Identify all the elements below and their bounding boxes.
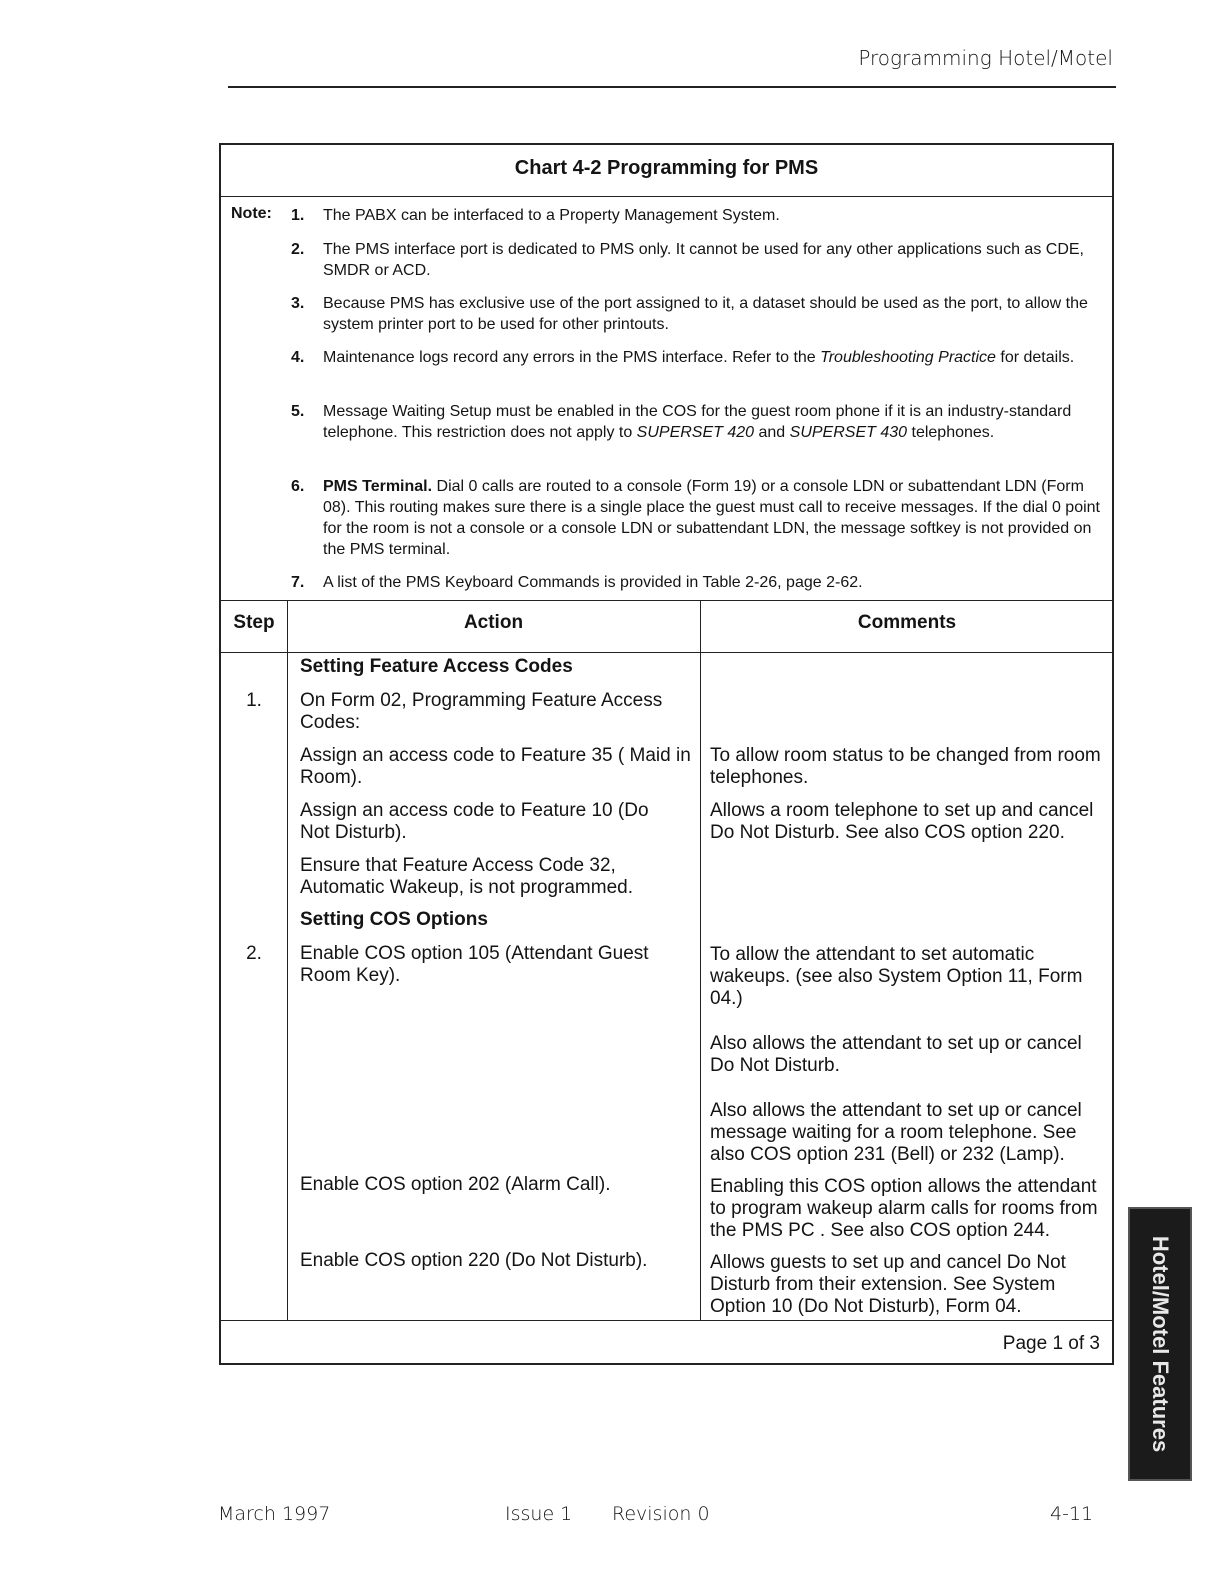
action-text: Assign an access code to Feature 10 (Do Not Disturb). xyxy=(300,800,649,843)
page-indicator: Page 1 of 3 xyxy=(1002,1333,1100,1354)
note-text: Maintenance logs record any errors in the PMS interface. Refer to the Troubleshooting Practice for details. xyxy=(323,349,1075,366)
running-header: Programming Hotel/Motel xyxy=(858,46,1113,70)
note-text: PMS Terminal. Dial 0 calls are routed to a console (Form 19) or a console LDN or subattendant LDN (Form 08). This routing makes sure there is a single place the guest must call to receive messages. If the dial 0 point for the room is not a console or a console LDN or subattendant LDN, the message softkey is not provided on the PMS terminal. xyxy=(323,478,1100,558)
title-rule xyxy=(221,196,1112,197)
action-text: On Form 02, Programming Feature Access Codes: xyxy=(300,690,663,733)
column-header-step: Step xyxy=(233,612,275,633)
comment-text: Allows guests to set up and cancel Do Not Disturb from their extension. See System Option 10 (Do Not Disturb), Form 04. xyxy=(710,1252,1066,1317)
comment-text: Allows a room telephone to set up and cancel Do Not Disturb. See also COS option 220. xyxy=(710,800,1094,843)
comment-text: To allow room status to be changed from room telephones. xyxy=(710,745,1101,788)
header-bottom-rule xyxy=(221,652,1112,653)
section-tab xyxy=(1128,1207,1192,1481)
note-text: Message Waiting Setup must be enabled in the COS for the guest room phone if it is an industry-standard telephone. This restriction does not apply to SUPERSET 420 and SUPERSET 430 telephones. xyxy=(323,403,1072,441)
note-text: Because PMS has exclusive use of the port assigned to it, a dataset should be used as the port, to allow the system printer port to be used for other printouts. xyxy=(323,295,1088,333)
note-number: 6. xyxy=(291,478,305,495)
action-column-divider xyxy=(700,600,701,1320)
note-number: 2. xyxy=(291,241,305,258)
action-text: Enable COS option 202 (Alarm Call). xyxy=(300,1174,611,1195)
note-label: Note: xyxy=(231,205,272,222)
footer-date: March 1997 xyxy=(218,1503,331,1525)
action-text: Assign an access code to Feature 35 ( Maid in Room). xyxy=(300,745,691,788)
header-rule xyxy=(228,86,1116,88)
footer-page-number: 4-11 xyxy=(1050,1503,1094,1525)
pms-chart xyxy=(219,143,1114,1365)
step-column-divider xyxy=(287,600,288,1320)
comment-text: Also allows the attendant to set up or cancel Do Not Disturb. xyxy=(710,1033,1082,1076)
action-text: Enable COS option 220 (Do Not Disturb). xyxy=(300,1250,648,1271)
note-number: 4. xyxy=(291,349,305,366)
comment-text: Also allows the attendant to set up or cancel message waiting for a room telephone. See also COS option 231 (Bell) or 232 (Lamp). xyxy=(710,1100,1082,1165)
column-header-comments: Comments xyxy=(857,612,957,633)
table-top-rule xyxy=(221,600,1112,601)
chart-title: Chart 4-2 Programming for PMS xyxy=(514,157,819,179)
column-header-action: Action xyxy=(463,612,524,633)
note-number: 1. xyxy=(291,207,305,224)
table-bottom-rule xyxy=(221,1320,1112,1321)
note-text: The PABX can be interfaced to a Property Management System. xyxy=(323,207,780,224)
note-text: A list of the PMS Keyboard Commands is provided in Table 2-26, page 2-62. xyxy=(323,574,863,591)
section-heading: Setting Feature Access Codes xyxy=(300,656,573,677)
note-number: 3. xyxy=(291,295,305,312)
note-number: 5. xyxy=(291,403,305,420)
comment-text: To allow the attendant to set automatic wakeups. (see also System Option 11, Form 04.) xyxy=(710,944,1083,1009)
step-number: 2. xyxy=(246,943,262,964)
action-text: Enable COS option 105 (Attendant Guest Room Key). xyxy=(300,943,649,986)
note-text: The PMS interface port is dedicated to PMS only. It cannot be used for any other applications such as CDE, SMDR or ACD. xyxy=(323,241,1084,279)
footer-revision: Revision 0 xyxy=(612,1503,710,1525)
footer-issue: Issue 1 xyxy=(505,1503,573,1525)
section-tab-label: Hotel/Motel Features xyxy=(1148,1235,1173,1453)
note-number: 7. xyxy=(291,574,305,591)
step-number: 1. xyxy=(246,690,262,711)
section-heading: Setting COS Options xyxy=(300,909,488,930)
comment-text: Enabling this COS option allows the attendant to program wakeup alarm calls for rooms from the PMS PC . See also COS option 244. xyxy=(710,1176,1098,1241)
action-text: Ensure that Feature Access Code 32, Automatic Wakeup, is not programmed. xyxy=(300,855,633,898)
